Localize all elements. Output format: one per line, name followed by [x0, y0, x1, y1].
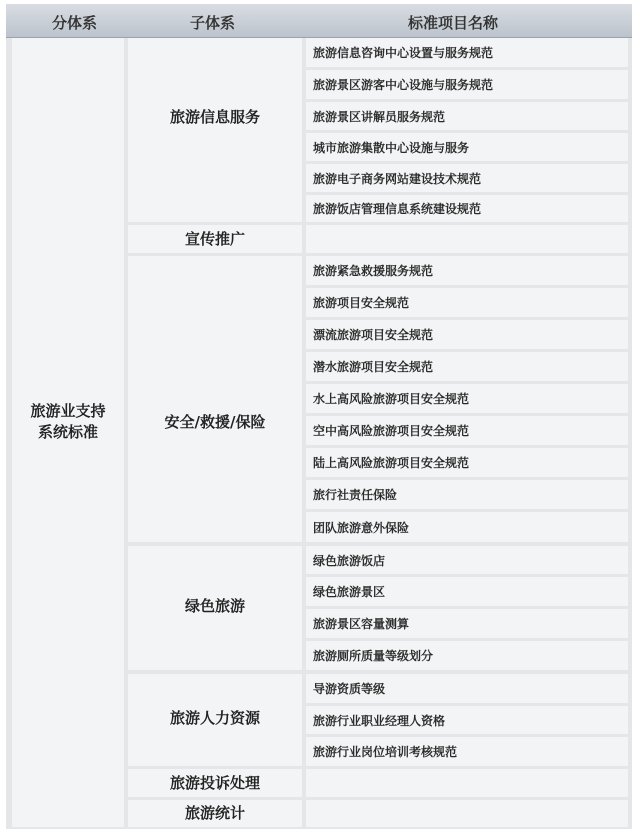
table-row: 旅游信息咨询中心设置与服务规范	[306, 38, 628, 67]
table-row: 旅游紧急救援服务规范	[306, 256, 628, 285]
table-row: 旅行社责任保险	[306, 480, 628, 509]
table-row: 陆上高风险旅游项目安全规范	[306, 448, 628, 477]
table-row: 漂流旅游项目安全规范	[306, 320, 628, 349]
table-row: 绿色旅游景区	[306, 577, 628, 606]
subsystem-cell-safety	[128, 256, 302, 542]
table-row: 旅游景区讲解员服务规范	[306, 102, 628, 130]
table-row: 旅游行业岗位培训考核规范	[306, 737, 628, 766]
subsystem-label: 旅游投诉处理	[169, 774, 260, 792]
table-row-empty	[306, 769, 628, 797]
subsystem-label: 宣传推广	[184, 230, 245, 248]
header-col-standard-name: 标准项目名称	[408, 14, 499, 32]
table-row: 空中高风险旅游项目安全规范	[306, 416, 628, 445]
table-row: 旅游电子商务网站建设技术规范	[306, 164, 628, 192]
table-row: 旅游项目安全规范	[306, 288, 628, 317]
table-row: 导游资质等级	[306, 674, 628, 703]
table-row: 绿色旅游饭店	[306, 546, 628, 574]
subsystem-label: 旅游人力资源	[169, 709, 260, 727]
table-row: 潜水旅游项目安全规范	[306, 352, 628, 381]
table-row: 旅游厕所质量等级划分	[306, 641, 628, 670]
table-row-empty	[306, 800, 628, 827]
table-row: 旅游景区容量测算	[306, 609, 628, 638]
table-row-empty	[306, 225, 628, 253]
main-system-label-line1: 旅游业支持	[30, 402, 106, 420]
table-row: 旅游景区游客中心设施与服务规范	[306, 70, 628, 99]
table-row: 城市旅游集散中心设施与服务	[306, 133, 628, 161]
table-header	[6, 4, 632, 40]
table-row: 水上高风险旅游项目安全规范	[306, 384, 628, 413]
table-row: 旅游行业职业经理人资格	[306, 706, 628, 734]
subsystem-label: 旅游统计	[184, 804, 245, 822]
table-row: 团队旅游意外保险	[306, 512, 628, 542]
subsystem-label: 旅游信息服务	[169, 108, 260, 126]
main-system-label-line2: 系统标准	[37, 423, 98, 441]
table-row: 旅游饭店管理信息系统建设规范	[306, 195, 628, 222]
header-col-subsystem-category: 分体系	[52, 14, 98, 32]
subsystem-label: 绿色旅游	[184, 597, 245, 615]
header-col-subsystem: 子体系	[190, 14, 236, 32]
subsystem-label: 安全/救援/保险	[164, 413, 266, 431]
